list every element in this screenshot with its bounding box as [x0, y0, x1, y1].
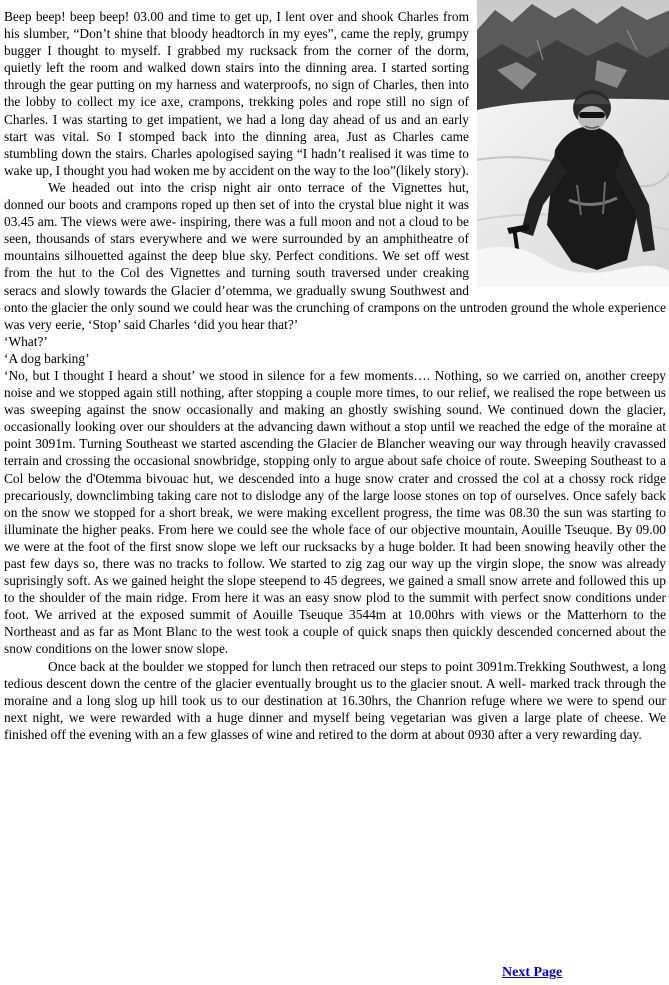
article-paragraph: ‘A dog barking’: [4, 350, 90, 366]
article-paragraph: Beep beep! beep beep! 03.00 and time to get up, I lent over and shook Charles from his slumber, “Don’t shine that bloody headtorch in my eyes”, came the reply, grumpy bugger I thought to myself. I grabbed my rucksack from the corner of the dorm, quietly left the room and walked down stairs into the dinning area. I started sorting through the gear putting on my harness and waterproofs, no sign of Charles, then into the lobby to collect my ice axe, crampons, trekking poles and rope still no sign of Charles. I was starting to get impatient, we had a long day ahead of us and an early start was vital. So I stomped back into the dinning area, Just as Charles came stumbling down the stairs. Charles apologised saying “I hadn’t realised it was time to wake up, I thought you had woken me by accident on the way to the loo”(likely story).: [4, 9, 469, 178]
next-page-link[interactable]: Next Page: [502, 965, 563, 980]
climber-photo: [477, 0, 669, 287]
article: [4, 8, 666, 743]
article-paragraph: Once back at the boulder we stopped for lunch then retraced our steps to point 3091m.Trekking Southwest, a long tedious descent down the centre of the glacier eventually brought us to the glacier snout. A well- marked track through the moraine and a long slog up hill took us to our destination at 16.30hrs, the Chanrion refuge where we were to spend our next night, we were rewarded with a huge dinner and myself being vegetarian was given a large plate of cheese. We finished off the evening with an a few glasses of wine and retired to the dorm at about 0930 after a very rewarding day.: [4, 658, 666, 742]
article-paragraph: ‘What?’: [4, 333, 48, 349]
article-paragraph: We headed out into the crisp night air onto terrace of the Vignettes hut, donned our boots and crampons roped up then set of into the crystal blue night it was 03.45 am. The views were awe- inspiring, there was a full moon and not a cloud to be seen, thousands of stars everywhere and we were surrounded by an amphitheatre of mountains silhouetted against the deep blue sky. Perfect conditions. We set off west from the hut to the Col des Vignettes and turning south traversed under creaking seracs and slowly towards the Glacier d’otemma, we gradually swung Southwest and onto the glacier the only sound we could hear was the crunching of crampons on the untroden ground the whole experience was very eerie, ‘Stop’ said Charles ‘did you hear that?’: [4, 179, 666, 332]
article-paragraph: ‘No, but I thought I heard a shout’ we stood in silence for a few moments…. Nothing, so we carried on, another creepy noise and we stopped again still nothing, after stopping a couple more times, to our relief, we realised the rope between us was sweeping against the snow occasionally and making an ghostly swishing sound. We continued down the glacier, occasionally looking over our shoulders at the advancing dawn without a stop until we reached the edge of the moraine at point 3091m. Turning Southeast we started ascending the Glacier de Blancher weaving our way through heavily cravassed terrain and crossing the occasional snowbridge, stopping only to argue about safe choice of route. Sweeping Southeast to a Col below the d'Otemma bivouac hut, we descended into a huge snow crater and crossed the col at a chossy rock ridge precariously, downclimbing taking care not to dislodge any of the large loose stones on top of ourselves. Once safely back on the snow we stopped for a short break, we were making excellent progress, the time was 08.30 the sun was starting to illuminate the higher peaks. From here we could see the whole face of our objective mountain, Aouille Tseuque. By 09.00 we were at the foot of the first snow slope we left our rucksacks by a huge bolder. It had been snowing heavily other the past few days so, there was no tracks to follow. We started to zig zag our way up the virgin slope, the snow was already suprisingly soft. As we gained height the slope steepend to 45 degrees, we gained a small snow arrete and followed this up to the shoulder of the main ridge. From here it was an easy snow plod to the summit with perfect snow conditions under foot. We arrived at the exposed summit of Aouille Tseuque 3544m at 10.00hrs with views or the Matterhorn to the Northeast and as far as Mont Blanc to the west took a couple of quick snaps then quickly descended concerned about the snow conditions on the lower snow slope.: [4, 367, 666, 657]
